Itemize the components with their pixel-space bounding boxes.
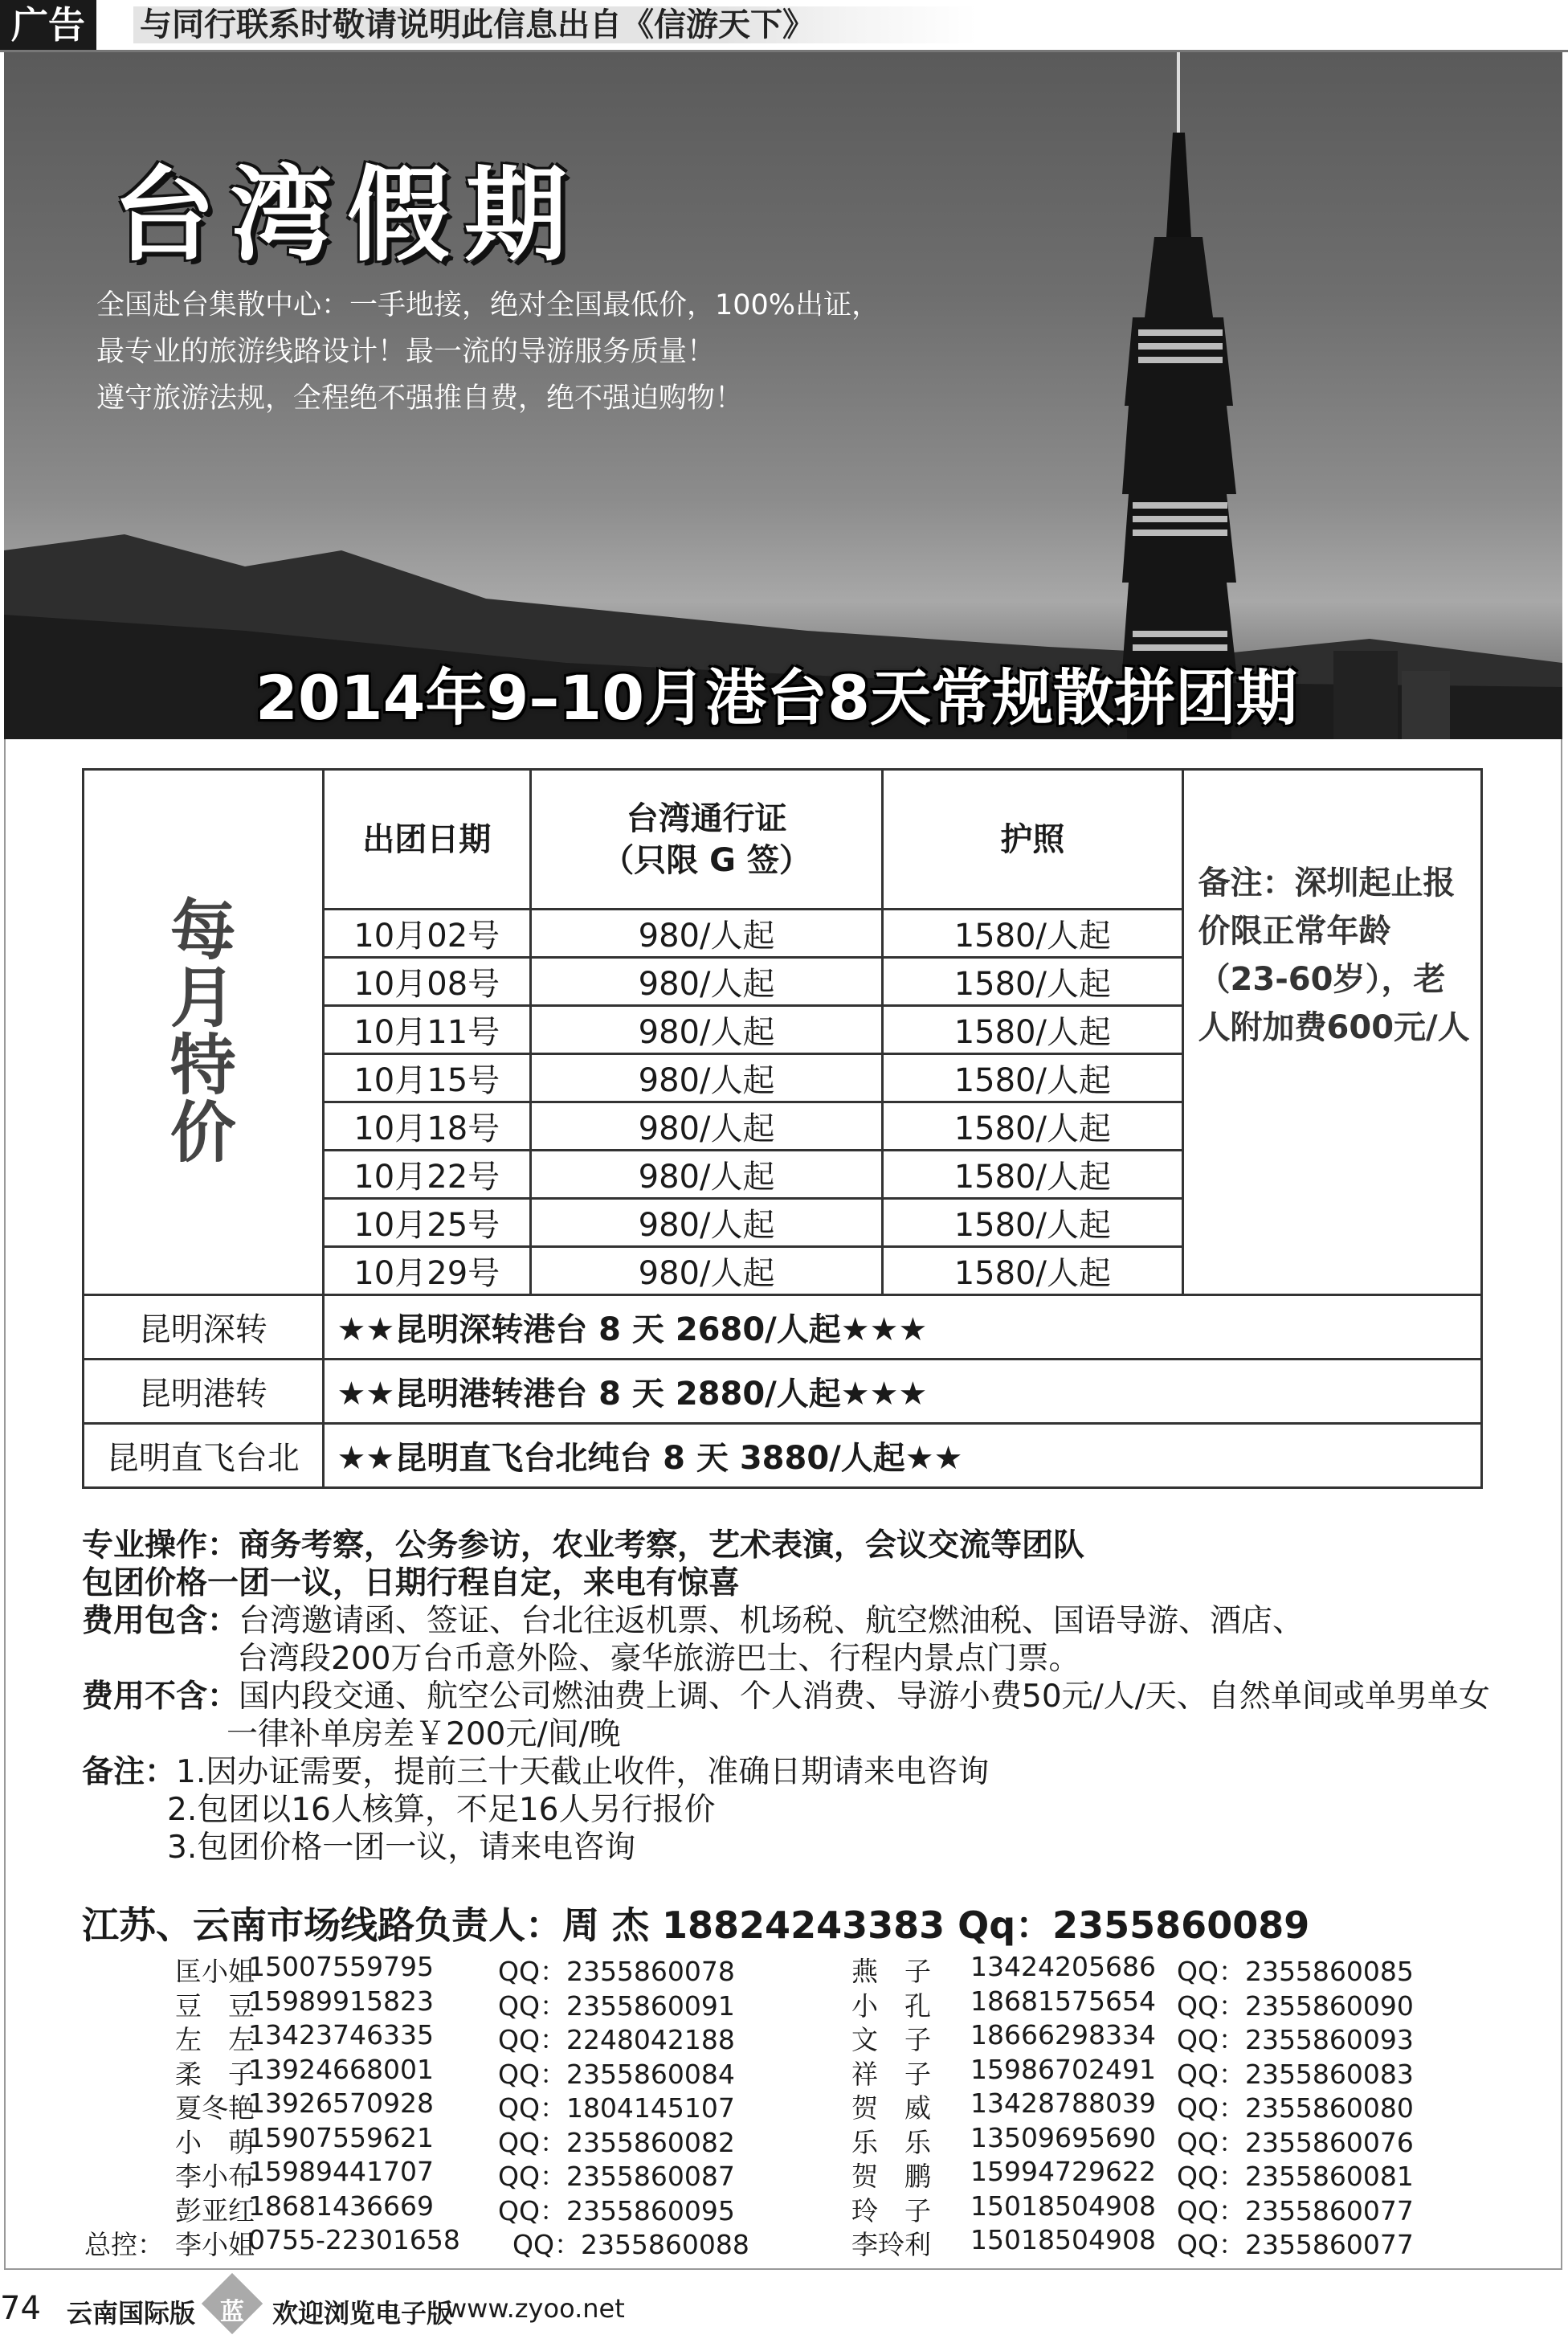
contact-qq: QQ：2355860081 <box>1177 2161 1414 2192</box>
passport-price-cell: 1580/人起 <box>883 958 1182 1006</box>
header-passport: 护照 <box>883 770 1182 910</box>
master-name: 李小姐 <box>175 2229 255 2260</box>
route-row <box>84 1295 1482 1360</box>
contact-name: 小 孔 <box>851 1989 931 2022</box>
route-offer: ★★昆明直飞台北纯台 8 天 3880/人起★★ <box>323 1424 1482 1488</box>
info-line: 包团价格一团一议，日期行程自定，来电有惊喜 <box>82 1565 741 1601</box>
date-cell: 10月08号 <box>323 958 531 1006</box>
date-cell: 10月25号 <box>323 1199 531 1247</box>
contact-name: 玲 子 <box>851 2194 931 2226</box>
permit-price-cell: 980/人起 <box>531 1054 883 1102</box>
contact-name: 小 萌 <box>175 2126 255 2158</box>
contact-qq: QQ：2355860082 <box>498 2126 735 2158</box>
price-table <box>82 768 1483 1489</box>
contact-name: 柔 子 <box>175 2058 255 2090</box>
passport-price-cell: 1580/人起 <box>883 1151 1182 1199</box>
contact-phone: 13926570928 <box>248 2087 434 2119</box>
contact-phone: 13428788039 <box>970 2087 1156 2119</box>
passport-price-cell: 1580/人起 <box>883 1102 1182 1151</box>
permit-price-cell: 980/人起 <box>531 1102 883 1151</box>
permit-price-cell: 980/人起 <box>531 910 883 958</box>
contact-phone: 15989441707 <box>248 2156 434 2187</box>
permit-price-cell: 980/人起 <box>531 1199 883 1247</box>
excluded-line: 费用不含：国内段交通、航空公司燃油费上调、个人消费、导游小费50元/人/天、自然单间或单男单女 <box>82 1679 1490 1715</box>
table-header-row <box>84 770 1482 910</box>
badge-text: 蓝 <box>220 2298 244 2326</box>
master-label: 总控： <box>84 2229 164 2260</box>
header-permit: 台湾通行证 （只限 G 签） <box>531 770 883 910</box>
contact-qq: QQ：2355860077 <box>1177 2194 1414 2226</box>
route-offer: ★★昆明港转港台 8 天 2880/人起★★★ <box>323 1360 1482 1424</box>
contact-name: 燕 子 <box>851 1956 931 1987</box>
contact-name: 李小布 <box>175 2161 255 2192</box>
contact-name: 文 子 <box>851 2024 931 2055</box>
route-origin: 昆明直飞台北 <box>84 1424 324 1488</box>
contact-phone: 13509695690 <box>970 2121 1156 2153</box>
included-line: 台湾段200万台币意外险、豪华旅游巴士、行程内景点门票。 <box>237 1641 1080 1677</box>
date-cell: 10月15号 <box>323 1054 531 1102</box>
route-row <box>84 1360 1482 1424</box>
contact-qq: QQ：2355860083 <box>1177 2058 1414 2090</box>
contact-phone: 15989915823 <box>248 1985 434 2017</box>
contact-phone: 13924668001 <box>248 2053 434 2085</box>
permit-price-cell: 980/人起 <box>531 1151 883 1199</box>
contact-heading: 江苏、云南市场线路负责人：周 杰 18824243383 Qq：2355860089 <box>82 1903 1310 1947</box>
slogan-line: 最专业的旅游线路设计！最一流的导游服务质量！ <box>96 336 716 368</box>
master-phone: 0755-22301658 <box>248 2224 460 2255</box>
contact-phone: 15986702491 <box>970 2053 1156 2085</box>
date-cell: 10月29号 <box>323 1247 531 1295</box>
contact-name: 乐 乐 <box>851 2126 931 2158</box>
contact-qq: QQ：2355860077 <box>1177 2229 1414 2260</box>
note-line: 3.包团价格一团一议，请来电咨询 <box>167 1830 636 1866</box>
side-label <box>84 770 324 1295</box>
contact-phone: 15007559795 <box>248 1951 434 1982</box>
route-origin: 昆明深转 <box>84 1295 324 1360</box>
contact-qq: QQ：2355860085 <box>1177 1956 1414 1987</box>
note-line: 备注：1.因办证需要，提前三十天截止收件，准确日期请来电咨询 <box>82 1754 990 1790</box>
contact-qq: QQ：2355860090 <box>1177 1989 1414 2022</box>
contact-name: 彭亚红 <box>175 2194 255 2226</box>
table-note: 备注：深圳起止报价限正常年龄（23-60岁），老人附加费600元/人 <box>1182 770 1481 1295</box>
slogan-line: 全国赴台集散中心：一手地接，绝对全国最低价，100%出证， <box>96 289 880 321</box>
passport-price-cell: 1580/人起 <box>883 1054 1182 1102</box>
header-date: 出团日期 <box>323 770 531 910</box>
contact-phone: 13423746335 <box>248 2019 434 2051</box>
contact-qq: QQ：2355860095 <box>498 2194 735 2226</box>
permit-price-cell: 980/人起 <box>531 958 883 1006</box>
page-footer <box>0 2290 1568 2338</box>
contact-qq: QQ：2355860078 <box>498 1956 735 1987</box>
date-cell: 10月02号 <box>323 910 531 958</box>
contact-name: 匡小姐 <box>175 1956 255 1987</box>
contact-name: 李玲利 <box>851 2229 931 2260</box>
banner-title: 台湾假期 <box>112 156 582 276</box>
passport-price-cell: 1580/人起 <box>883 910 1182 958</box>
contact-phone: 13424205686 <box>970 1951 1156 1982</box>
contact-phone: 15018504908 <box>970 2190 1156 2222</box>
passport-price-cell: 1580/人起 <box>883 1199 1182 1247</box>
contact-name: 左 左 <box>175 2024 255 2055</box>
contact-name: 夏冬艳 <box>175 2092 255 2124</box>
notice-strip: 与同行联系时敬请说明此信息出自《信游天下》 <box>133 6 977 43</box>
passport-price-cell: 1580/人起 <box>883 1006 1182 1054</box>
passport-price-cell: 1580/人起 <box>883 1247 1182 1295</box>
permit-price-cell: 980/人起 <box>531 1247 883 1295</box>
contact-name: 贺 鹏 <box>851 2161 931 2192</box>
contact-name: 贺 威 <box>851 2092 931 2124</box>
contact-qq: QQ：2355860076 <box>1177 2126 1414 2158</box>
contact-phone: 18681575654 <box>970 1985 1156 2017</box>
date-cell: 10月22号 <box>323 1151 531 1199</box>
contact-name: 祥 子 <box>851 2058 931 2090</box>
contact-phone: 15018504908 <box>970 2224 1156 2255</box>
contact-phone: 15994729622 <box>970 2156 1156 2187</box>
contact-phone: 18681436669 <box>248 2190 434 2222</box>
contact-qq: QQ：2355860087 <box>498 2161 735 2192</box>
date-cell: 10月18号 <box>323 1102 531 1151</box>
ad-tag: 广告 <box>0 0 96 50</box>
contact-qq: QQ：1804145107 <box>498 2092 735 2124</box>
website-link[interactable]: www.zyoo.net <box>446 2293 625 2324</box>
banner-headline: 2014年9–10月港台8天常规散拼团期 <box>255 662 1298 734</box>
date-cell: 10月11号 <box>323 1006 531 1054</box>
included-line: 费用包含：台湾邀请函、签证、台北往返机票、机场税、航空燃油税、国语导游、酒店、 <box>82 1603 1305 1639</box>
master-qq: QQ：2355860088 <box>512 2229 749 2260</box>
contact-qq: QQ：2355860091 <box>498 1989 735 2022</box>
route-origin: 昆明港转 <box>84 1360 324 1424</box>
contact-phone: 18666298334 <box>970 2019 1156 2051</box>
contact-qq: QQ：2355860080 <box>1177 2092 1414 2124</box>
page-number: 74 <box>0 2290 41 2327</box>
permit-price-cell: 980/人起 <box>531 1006 883 1054</box>
excluded-line: 一律补单房差￥200元/间/晚 <box>227 1716 621 1752</box>
slogan-line: 遵守旅游法规，全程绝不强推自费，绝不强迫购物！ <box>96 382 744 415</box>
route-row <box>84 1424 1482 1488</box>
contact-qq: QQ：2355860084 <box>498 2058 735 2090</box>
note-line: 2.包团以16人核算，不足16人另行报价 <box>167 1792 716 1828</box>
edition-label: 云南国际版 <box>67 2298 196 2329</box>
info-line: 专业操作：商务考察，公务参访，农业考察，艺术表演，会议交流等团队 <box>82 1527 1085 1564</box>
contact-qq: QQ：2248042188 <box>498 2024 735 2055</box>
route-offer: ★★昆明深转港台 8 天 2680/人起★★★ <box>323 1295 1482 1360</box>
contact-phone: 15907559621 <box>248 2121 434 2153</box>
side-label-text: 每月特价 <box>169 892 236 1172</box>
contact-qq: QQ：2355860093 <box>1177 2024 1414 2055</box>
contact-name: 豆 豆 <box>175 1989 255 2022</box>
welcome-label: 欢迎浏览电子版 <box>272 2298 453 2329</box>
